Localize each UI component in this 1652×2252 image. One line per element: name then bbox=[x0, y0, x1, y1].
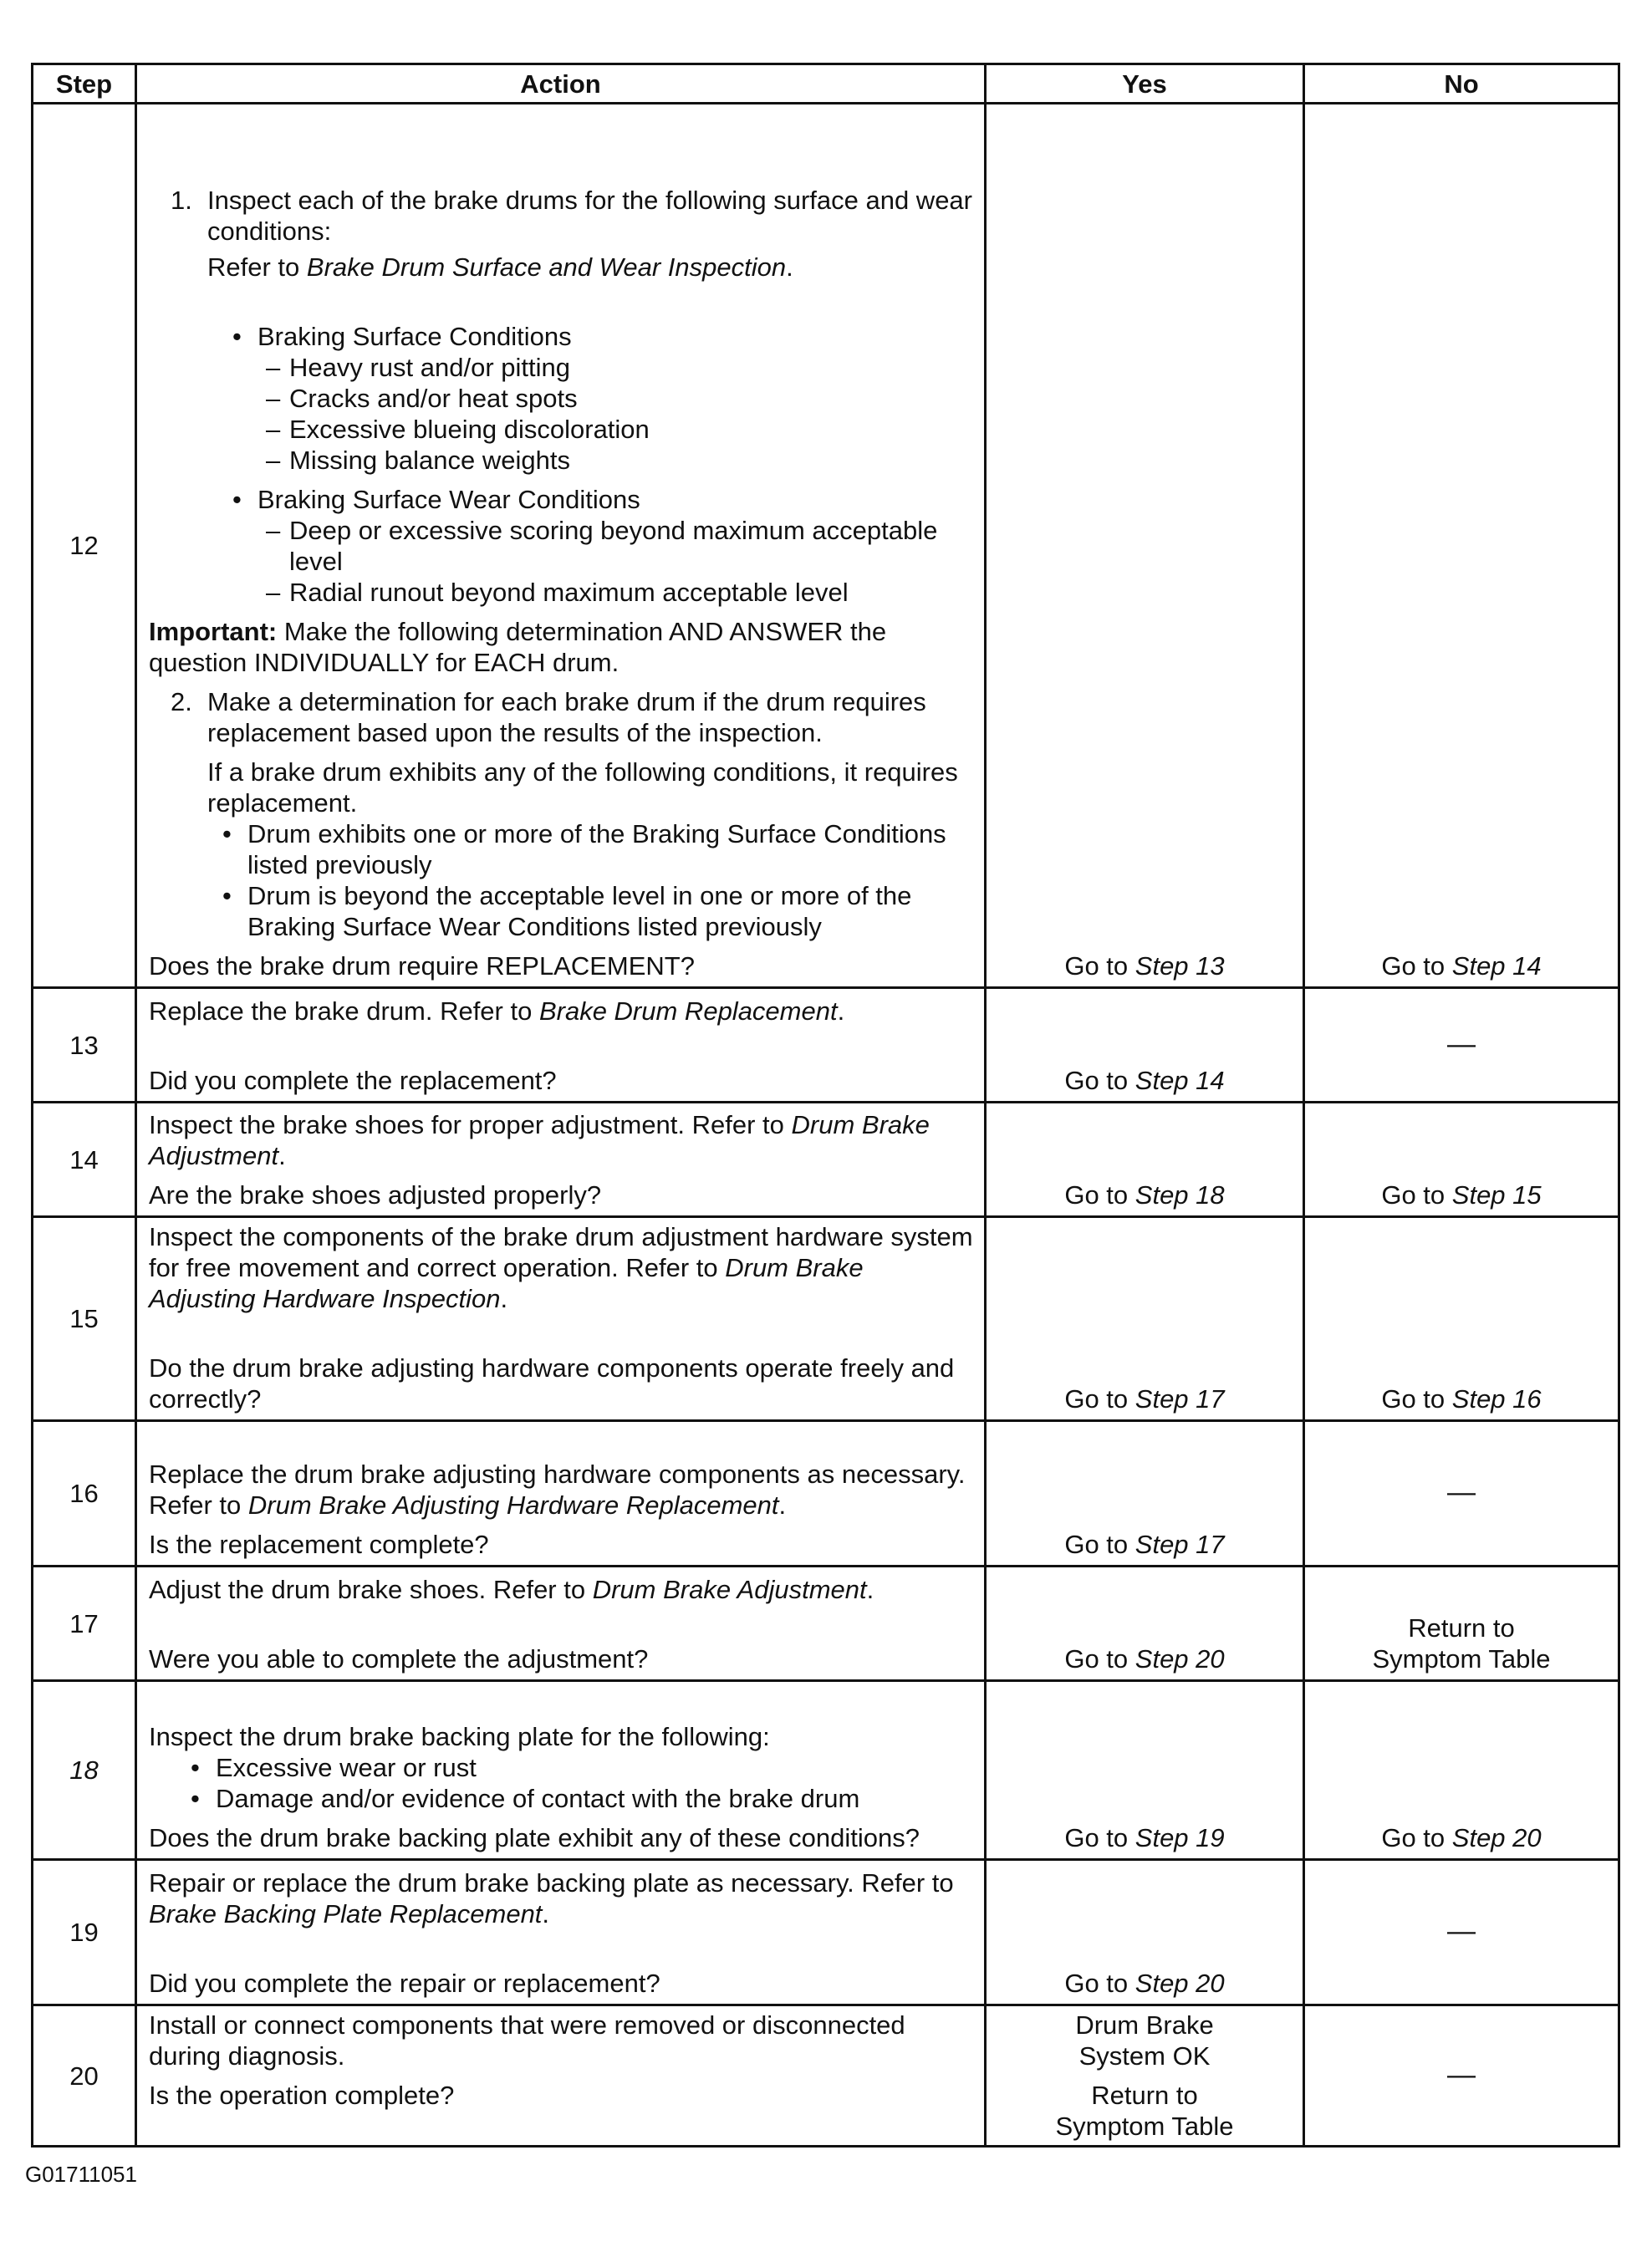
goto-step-link[interactable]: Step 17 bbox=[1134, 1384, 1225, 1414]
reference-link[interactable]: Drum Brake Adjustment bbox=[592, 1575, 867, 1604]
no-cell[interactable] bbox=[1304, 1681, 1619, 1860]
goto-step-link[interactable]: Step 14 bbox=[1134, 1066, 1225, 1095]
dash-text: Radial runout beyond maximum acceptable level bbox=[289, 578, 849, 607]
action-text bbox=[149, 1221, 976, 1314]
list-item: – Heavy rust and/or pitting bbox=[149, 352, 976, 383]
action-cell bbox=[136, 1860, 986, 2005]
action-prefix: Replace the drum brake adjusting hardware components as necessary. Refer to bbox=[149, 1460, 966, 1520]
table-row bbox=[33, 1217, 1619, 1421]
step-number: 12 bbox=[33, 104, 136, 988]
table-row bbox=[33, 1421, 1619, 1567]
goto-step-link[interactable]: Step 15 bbox=[1451, 1180, 1542, 1210]
goto-prefix: Go to bbox=[1064, 1644, 1135, 1674]
numbered-item bbox=[149, 686, 976, 748]
item-text: Inspect each of the brake drums for the following surface and wear conditions: bbox=[207, 186, 972, 246]
action-prefix: Repair or replace the drum brake backing plate as necessary. Refer to bbox=[149, 1868, 954, 1898]
question-text: Is the replacement complete? bbox=[149, 1530, 489, 1559]
action-cell bbox=[136, 1567, 986, 1681]
header-step: Step bbox=[33, 64, 136, 104]
table-row bbox=[33, 1860, 1619, 2005]
question-text: Did you complete the repair or replacement? bbox=[149, 1969, 660, 1998]
question-text: Are the brake shoes adjusted properly? bbox=[149, 1180, 602, 1210]
no-cell: — bbox=[1304, 2005, 1619, 2147]
no-cell: — bbox=[1304, 1860, 1619, 2005]
action-suffix: . bbox=[837, 996, 845, 1026]
action-text bbox=[149, 1109, 976, 1171]
list-item: • Braking Surface Wear Conditions bbox=[149, 484, 976, 515]
refer-line bbox=[149, 252, 976, 283]
list-item: – Radial runout beyond maximum acceptable level bbox=[149, 577, 976, 608]
figure-code: G01711051 bbox=[25, 2162, 137, 2187]
no-cell[interactable]: Return to Symptom Table bbox=[1304, 1567, 1619, 1681]
goto-step-link[interactable]: Step 17 bbox=[1134, 1530, 1225, 1559]
question-text: Is the operation complete? bbox=[149, 2081, 455, 2110]
goto-step-link[interactable]: Step 16 bbox=[1451, 1384, 1542, 1414]
dash-text: Heavy rust and/or pitting bbox=[289, 353, 571, 382]
yes-outcome-return[interactable]: Return to Symptom Table bbox=[1055, 2081, 1234, 2141]
list-item: – Cracks and/or heat spots bbox=[149, 383, 976, 414]
goto-prefix: Go to bbox=[1381, 1180, 1452, 1210]
goto-step-link[interactable]: Step 20 bbox=[1134, 1969, 1225, 1998]
question-text: Do the drum brake adjusting hardware components operate freely and correctly? bbox=[149, 1353, 955, 1414]
question-text: Were you able to complete the adjustment? bbox=[149, 1644, 649, 1674]
step-number: 19 bbox=[33, 1860, 136, 2005]
goto-prefix: Go to bbox=[1064, 1066, 1135, 1095]
reference-link[interactable]: Drum Brake Adjusting Hardware Replacement bbox=[247, 1490, 779, 1520]
numbered-item bbox=[149, 185, 976, 247]
action-suffix: . bbox=[500, 1284, 508, 1313]
refer-link[interactable]: Brake Drum Surface and Wear Inspection bbox=[306, 252, 787, 282]
goto-prefix: Go to bbox=[1064, 1384, 1135, 1414]
action-prefix: Inspect the brake shoes for proper adjustment. Refer to bbox=[149, 1110, 792, 1139]
action-text bbox=[149, 1867, 976, 1929]
item-note: If a brake drum exhibits any of the following conditions, it requires replacement. bbox=[207, 757, 958, 818]
dash-text: Missing balance weights bbox=[289, 446, 571, 475]
step-number: 18 bbox=[33, 1681, 136, 1860]
reference-link[interactable]: Drum Brake Adjusting Hardware Inspection bbox=[149, 1253, 864, 1313]
step-number: 20 bbox=[33, 2005, 136, 2147]
table-row bbox=[33, 988, 1619, 1103]
yes-cell[interactable] bbox=[986, 988, 1304, 1103]
yes-cell[interactable] bbox=[986, 1217, 1304, 1421]
question-text: Does the brake drum require REPLACEMENT? bbox=[149, 951, 695, 981]
yes-cell[interactable] bbox=[986, 1860, 1304, 2005]
goto-prefix: Go to bbox=[1381, 1823, 1452, 1852]
action-suffix: . bbox=[278, 1141, 286, 1170]
action-cell bbox=[136, 988, 986, 1103]
action-prefix: Adjust the drum brake shoes. Refer to bbox=[149, 1575, 593, 1604]
list-item: • Drum is beyond the acceptable level in one or more of the Braking Surface Wear Conditions listed previously bbox=[149, 880, 976, 942]
bullet-text: Braking Surface Wear Conditions bbox=[257, 485, 640, 514]
action-text bbox=[149, 1459, 976, 1521]
bullet-text: Drum is beyond the acceptable level in one or more of the Braking Surface Wear Conditions listed previously bbox=[247, 881, 912, 941]
action-cell bbox=[136, 1217, 986, 1421]
goto-prefix: Go to bbox=[1064, 1530, 1135, 1559]
action-cell bbox=[136, 2005, 986, 2147]
table-row bbox=[33, 1103, 1619, 1217]
dash-text: Deep or excessive scoring beyond maximum acceptable level bbox=[289, 516, 938, 576]
reference-link[interactable]: Drum Brake Adjustment bbox=[149, 1110, 930, 1170]
yes-cell[interactable] bbox=[986, 2005, 1304, 2147]
no-cell[interactable] bbox=[1304, 1103, 1619, 1217]
bullet-text: Braking Surface Conditions bbox=[257, 322, 572, 351]
bullet-text: Excessive wear or rust bbox=[216, 1753, 477, 1782]
step-number: 13 bbox=[33, 988, 136, 1103]
header-yes: Yes bbox=[986, 64, 1304, 104]
action-text bbox=[149, 996, 976, 1027]
header-action: Action bbox=[136, 64, 986, 104]
refer-prefix: Refer to bbox=[207, 252, 307, 282]
goto-step-link[interactable]: Step 20 bbox=[1134, 1644, 1225, 1674]
diagnostic-table bbox=[31, 63, 1620, 2148]
list-item: • Braking Surface Conditions bbox=[149, 321, 976, 352]
no-cell[interactable] bbox=[1304, 1217, 1619, 1421]
goto-step-link[interactable]: Step 14 bbox=[1451, 951, 1542, 981]
goto-prefix: Go to bbox=[1064, 951, 1135, 981]
action-cell bbox=[136, 1681, 986, 1860]
goto-prefix: Go to bbox=[1064, 1823, 1135, 1852]
list-item: • Excessive wear or rust bbox=[149, 1752, 976, 1783]
bullet-text: Drum exhibits one or more of the Braking Surface Conditions listed previously bbox=[247, 819, 946, 879]
list-item: • Drum exhibits one or more of the Braking Surface Conditions listed previously bbox=[149, 818, 976, 880]
no-cell[interactable] bbox=[1304, 104, 1619, 988]
action-cell bbox=[136, 104, 986, 988]
table-row bbox=[33, 1567, 1619, 1681]
bullet-text: Damage and/or evidence of contact with the brake drum bbox=[216, 1784, 860, 1813]
list-item: – Deep or excessive scoring beyond maximum acceptable level bbox=[149, 515, 976, 577]
refer-suffix: . bbox=[786, 252, 793, 282]
action-text: Install or connect components that were removed or disconnected during diagnosis. bbox=[149, 2010, 905, 2071]
action-prefix: Inspect the components of the brake drum adjustment hardware system for free movement and correct operation. Refer to bbox=[149, 1222, 973, 1282]
item-text: Make a determination for each brake drum if the drum requires replacement based upon the results of the inspection. bbox=[207, 687, 926, 747]
goto-prefix: Go to bbox=[1381, 1384, 1452, 1414]
diagnostic-table-sheet bbox=[31, 63, 1618, 2148]
step-number: 14 bbox=[33, 1103, 136, 1217]
reference-link[interactable]: Brake Drum Replacement bbox=[538, 996, 838, 1026]
list-item: – Missing balance weights bbox=[149, 445, 976, 476]
important-label: Important: bbox=[149, 617, 278, 646]
header-no: No bbox=[1304, 64, 1619, 104]
goto-step-link[interactable]: Step 13 bbox=[1134, 951, 1225, 981]
yes-cell[interactable] bbox=[986, 104, 1304, 988]
action-cell bbox=[136, 1103, 986, 1217]
goto-step-link[interactable]: Step 19 bbox=[1134, 1823, 1225, 1852]
important-note bbox=[149, 616, 976, 678]
table-row bbox=[33, 1681, 1619, 1860]
yes-cell[interactable] bbox=[986, 1103, 1304, 1217]
action-suffix: . bbox=[866, 1575, 874, 1604]
dash-text: Excessive blueing discoloration bbox=[289, 415, 650, 444]
action-text: Inspect the drum brake backing plate for the following: bbox=[149, 1722, 770, 1751]
item-number: 2. bbox=[171, 687, 192, 716]
list-item: – Excessive blueing discoloration bbox=[149, 414, 976, 445]
item-number: 1. bbox=[171, 186, 192, 215]
action-suffix: . bbox=[778, 1490, 787, 1520]
no-cell: — bbox=[1304, 988, 1619, 1103]
action-prefix: Replace the brake drum. Refer to bbox=[149, 996, 539, 1026]
goto-prefix: Go to bbox=[1064, 1180, 1135, 1210]
goto-step-link[interactable]: Step 18 bbox=[1134, 1180, 1225, 1210]
yes-outcome-ok[interactable]: Drum Brake System OK bbox=[1075, 2010, 1214, 2071]
list-item: • Damage and/or evidence of contact with the brake drum bbox=[149, 1783, 976, 1814]
important-text: Make the following determination AND ANSWER the question INDIVIDUALLY for EACH drum. bbox=[149, 617, 887, 677]
yes-cell[interactable] bbox=[986, 1681, 1304, 1860]
step-number: 16 bbox=[33, 1421, 136, 1567]
goto-prefix: Go to bbox=[1064, 1969, 1135, 1998]
table-row bbox=[33, 104, 1619, 988]
question-text: Does the drum brake backing plate exhibit any of these conditions? bbox=[149, 1823, 920, 1852]
action-text bbox=[149, 1574, 976, 1605]
question-text: Did you complete the replacement? bbox=[149, 1066, 557, 1095]
dash-text: Cracks and/or heat spots bbox=[289, 384, 578, 413]
action-suffix: . bbox=[542, 1899, 550, 1928]
step-number: 17 bbox=[33, 1567, 136, 1681]
no-cell: — bbox=[1304, 1421, 1619, 1567]
yes-cell[interactable] bbox=[986, 1421, 1304, 1567]
yes-cell[interactable] bbox=[986, 1567, 1304, 1681]
action-cell bbox=[136, 1421, 986, 1567]
step-number: 15 bbox=[33, 1217, 136, 1421]
goto-step-link[interactable]: Step 20 bbox=[1451, 1823, 1542, 1852]
reference-link[interactable]: Brake Backing Plate Replacement bbox=[149, 1899, 543, 1928]
table-row bbox=[33, 2005, 1619, 2147]
goto-prefix: Go to bbox=[1381, 951, 1452, 981]
header-row bbox=[33, 64, 1619, 104]
